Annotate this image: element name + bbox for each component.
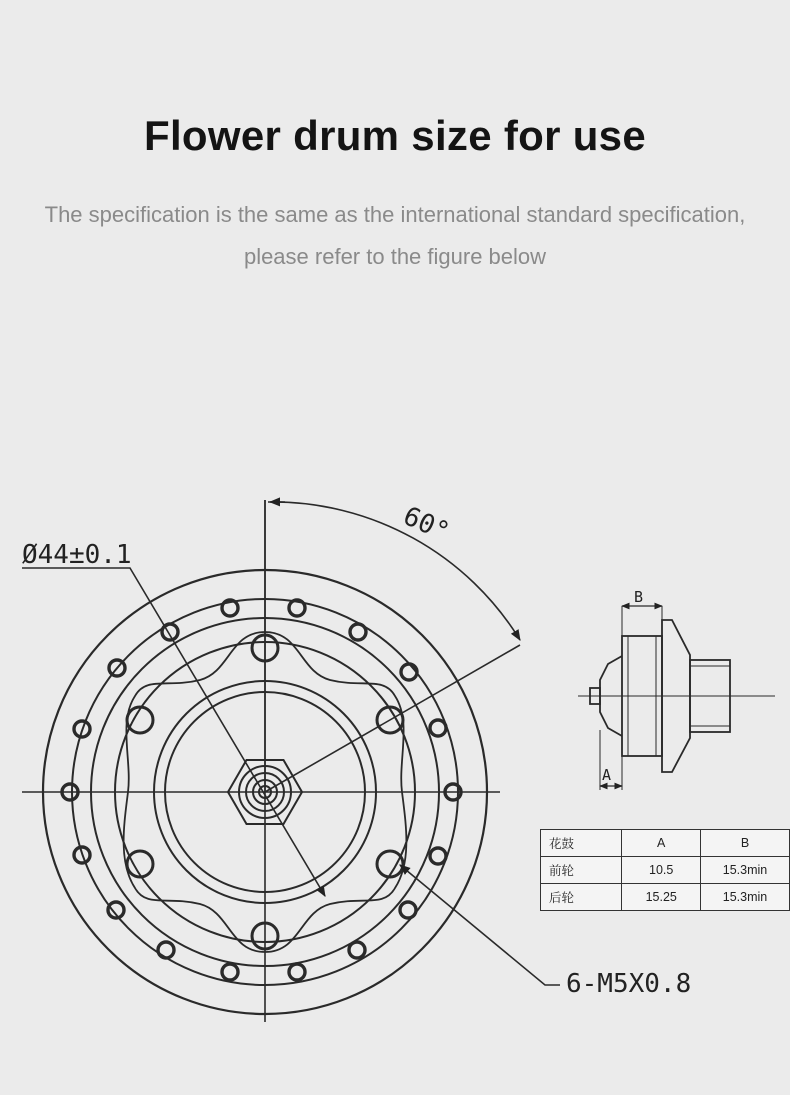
hub-side-view xyxy=(578,606,775,790)
side-label-a: A xyxy=(602,766,612,784)
table-cell: 15.25 xyxy=(622,884,701,911)
angle-arc xyxy=(270,502,520,640)
table-header-cell: B xyxy=(701,830,790,857)
dimension-lines xyxy=(22,500,560,985)
table-row xyxy=(541,884,790,911)
diameter-label: Ø44±0.1 xyxy=(22,540,132,570)
table-cell: 15.3min xyxy=(701,857,790,884)
table-row xyxy=(541,857,790,884)
table-header-cell: A xyxy=(622,830,701,857)
thread-leader xyxy=(400,865,560,985)
table-cell: 10.5 xyxy=(622,857,701,884)
table-cell: 后轮 xyxy=(541,884,622,911)
hub-spec-table xyxy=(540,829,790,911)
hub-flange-front-view xyxy=(22,500,500,1022)
table-header-row xyxy=(541,830,790,857)
diameter-leader xyxy=(22,568,325,896)
table-cell: 15.3min xyxy=(701,884,790,911)
page-title: Flower drum size for use xyxy=(144,112,646,159)
table-cell: 前轮 xyxy=(541,857,622,884)
table-header-cell: 花鼓 xyxy=(541,830,622,857)
subtitle-line-1: The specification is the same as the international standard specification, xyxy=(44,202,746,227)
side-label-b: B xyxy=(634,588,644,606)
subtitle-line-2: please refer to the figure below xyxy=(243,244,547,269)
thread-label: 6-M5X0.8 xyxy=(566,969,692,999)
angle-label: 60° xyxy=(398,501,454,548)
